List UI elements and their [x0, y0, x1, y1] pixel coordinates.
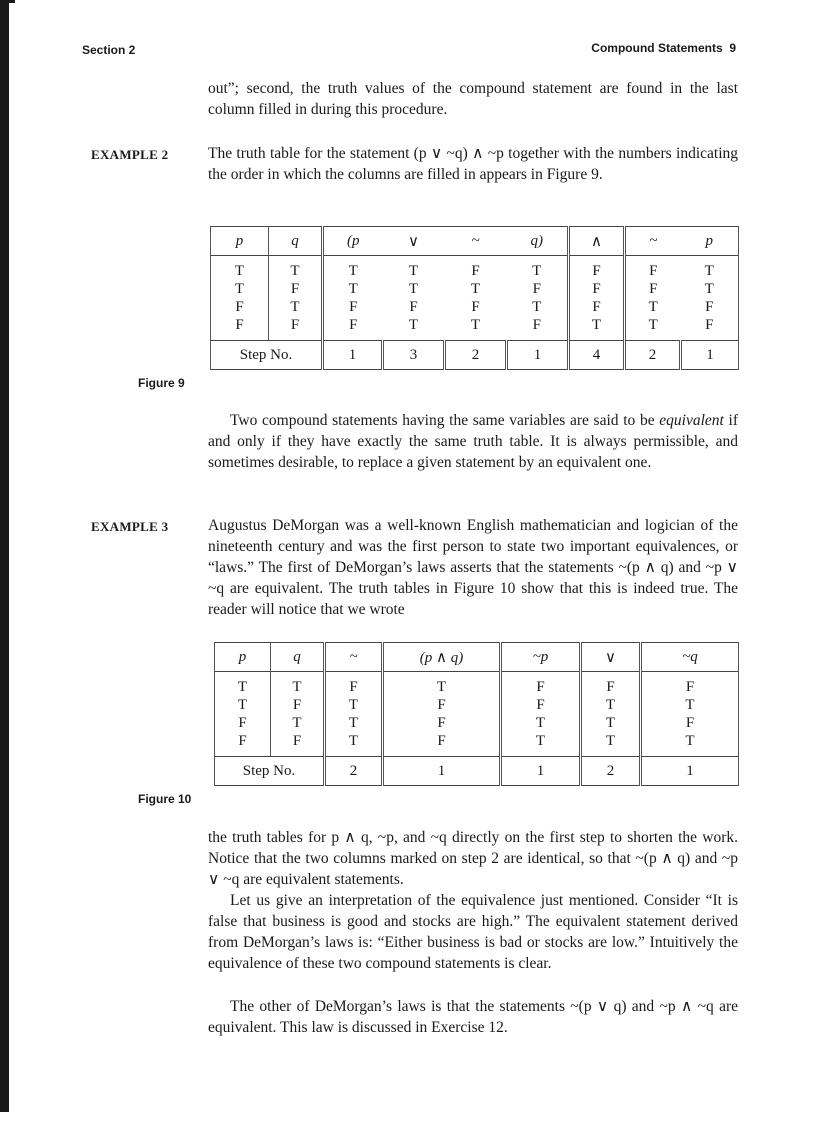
- figure-10-header-row: [215, 643, 739, 672]
- fig10-row: [215, 732, 739, 757]
- fig9-cell: F: [471, 262, 480, 279]
- fig10-cell: T: [641, 732, 739, 757]
- fig9-cell: F: [625, 280, 681, 298]
- equivalence-text-pre: Two compound statements having the same variables are said to be: [230, 412, 660, 429]
- fig9-cell: T: [323, 280, 383, 298]
- fig9-step-4: 1: [507, 341, 569, 370]
- fig9-step-1: 1: [323, 341, 383, 370]
- running-head-title-text: Compound Statements: [591, 41, 723, 55]
- fig9-step-2: 3: [383, 341, 445, 370]
- fig9-cell: T: [323, 256, 383, 281]
- fig9-cell: F: [323, 298, 383, 316]
- fig10-cell: F: [271, 732, 325, 757]
- fig9-cell: T: [470, 280, 481, 297]
- equivalence-definition: [208, 410, 738, 473]
- fig10-cell: F: [641, 714, 739, 732]
- fig9-header-p-2: p: [681, 227, 739, 256]
- fig9-step-label: Step No.: [211, 341, 323, 370]
- fig9-header-p: p: [211, 227, 269, 256]
- fig9-row: [211, 280, 739, 298]
- fig9-cell: T: [532, 262, 542, 279]
- fig10-header-p: p: [215, 643, 271, 672]
- fig9-cell: T: [211, 256, 269, 281]
- fig9-cell: T: [269, 256, 323, 281]
- fig10-cell: T: [325, 696, 383, 714]
- fig9-row: [211, 316, 739, 341]
- figure-9-step-row: [211, 341, 739, 370]
- page-binding-tab: [9, 0, 15, 3]
- fig9-cell: F: [625, 256, 681, 281]
- fig9-header-q: q: [269, 227, 323, 256]
- figure-10-step-row: [215, 757, 739, 786]
- page-binding-edge: [0, 0, 9, 1112]
- fig9-cell: T: [681, 280, 739, 298]
- fig10-row: [215, 672, 739, 697]
- fig9-cell: F: [569, 298, 625, 316]
- fig9-cell: T: [269, 298, 323, 316]
- fig10-header-not-q: ~q: [641, 643, 739, 672]
- fig10-step-2: 1: [383, 757, 501, 786]
- fig9-step-7: 1: [681, 341, 739, 370]
- fig10-cell: T: [383, 672, 501, 697]
- fig9-cell: T: [569, 316, 625, 341]
- fig9-cell: F: [681, 316, 739, 341]
- fig9-cell: F: [269, 316, 323, 341]
- example-2-label: EXAMPLE 2: [91, 147, 169, 162]
- figure-9-body: [211, 256, 739, 341]
- fig9-cell: T: [408, 316, 419, 333]
- fig9-header-or: ∨: [408, 233, 419, 250]
- fig10-cell: T: [215, 672, 271, 697]
- fig10-header-not-p: ~p: [501, 643, 581, 672]
- figure-10-truth-table: [214, 642, 739, 786]
- fig9-row: [211, 298, 739, 316]
- page-number: 9: [729, 41, 736, 55]
- fig9-step-6: 2: [625, 341, 681, 370]
- fig10-row: [215, 714, 739, 732]
- fig9-cell: F: [269, 280, 323, 298]
- fig9-cell: F: [323, 316, 383, 341]
- fig10-step-3: 1: [501, 757, 581, 786]
- fig10-cell: F: [501, 672, 581, 697]
- fig10-cell: T: [215, 696, 271, 714]
- fig9-step-3: 2: [445, 341, 507, 370]
- fig10-cell: F: [271, 696, 325, 714]
- fig9-header-not: ~: [471, 232, 480, 249]
- equivalent-term: equivalent: [659, 412, 724, 429]
- fig10-cell: T: [325, 732, 383, 757]
- figure-10-label: Figure 10: [138, 792, 192, 806]
- fig9-row: [211, 256, 739, 281]
- fig10-cell: F: [383, 714, 501, 732]
- figure-9-truth-table: [210, 226, 739, 370]
- fig9-cell: F: [211, 316, 269, 341]
- fig10-cell: T: [641, 696, 739, 714]
- fig9-cell: T: [681, 256, 739, 281]
- fig10-row: [215, 696, 739, 714]
- fig10-cell: F: [215, 714, 271, 732]
- fig10-cell: F: [325, 672, 383, 697]
- fig10-step-5: 1: [641, 757, 739, 786]
- fig9-cell: T: [470, 316, 481, 333]
- fig9-cell: T: [211, 280, 269, 298]
- fig9-cell: T: [625, 316, 681, 341]
- fig10-step-4: 2: [581, 757, 641, 786]
- example-2-text: The truth table for the statement (p ∨ ~q) ∧ ~p together with the numbers indicating the order in which the columns are filled in appears in Figure 9.: [208, 145, 738, 183]
- fig10-cell: F: [501, 696, 581, 714]
- example-3-text: Augustus DeMorgan was a well-known English mathematician and logician of the nineteenth century and was the first person to state two important equivalences, or “laws.” The first of DeMorgan’s laws asserts that the statements ~(p ∧ q) and ~p ∨ ~q are equivalent. The truth tables in Figure 10 show that this is indeed true. The reader will notice that we wrote: [208, 517, 738, 618]
- fig9-header-not-2: ~: [625, 227, 681, 256]
- fig10-cell: F: [383, 732, 501, 757]
- fig10-header-p-and-q: (p ∧ q): [383, 643, 501, 672]
- fig10-step-1: 2: [325, 757, 383, 786]
- fig10-cell: T: [271, 672, 325, 697]
- fig9-cell: F: [532, 316, 541, 333]
- fig9-cell: F: [569, 280, 625, 298]
- fig10-cell: F: [383, 696, 501, 714]
- figure-9-header-row: [211, 227, 739, 256]
- fig10-cell: F: [215, 732, 271, 757]
- fig10-cell: T: [501, 714, 581, 732]
- fig9-cell: F: [569, 256, 625, 281]
- fig10-step-label: Step No.: [215, 757, 325, 786]
- fig9-cell: T: [408, 262, 419, 279]
- fig10-cell: F: [641, 672, 739, 697]
- fig9-cell: T: [625, 298, 681, 316]
- fig9-cell: F: [681, 298, 739, 316]
- fig9-header-and: ∧: [569, 227, 625, 256]
- fig10-header-q: q: [271, 643, 325, 672]
- fig10-cell: T: [581, 732, 641, 757]
- fig10-cell: T: [581, 696, 641, 714]
- paragraph-continued: out”; second, the truth values of the compound statement are found in the last column filled in during this procedure.: [208, 80, 738, 118]
- fig9-header-open-p: (p: [323, 227, 383, 256]
- fig10-cell: T: [581, 714, 641, 732]
- running-head-title: [591, 41, 736, 55]
- fig9-cell: T: [532, 298, 542, 315]
- paragraph-first-step: the truth tables for p ∧ q, ~p, and ~q directly on the first step to shorten the work. Notice that the two columns marked on step 2 are identical, so that ~(p ∧ q) and ~p ∨ ~q are equivalent statements.: [208, 829, 738, 888]
- fig9-header-q-close: q): [530, 232, 543, 249]
- running-head-section: Section 2: [82, 43, 136, 57]
- fig10-cell: T: [271, 714, 325, 732]
- fig10-cell: F: [581, 672, 641, 697]
- fig9-cell: F: [409, 298, 418, 315]
- figure-9-label: Figure 9: [138, 376, 185, 390]
- fig9-step-5: 4: [569, 341, 625, 370]
- fig9-cell: F: [211, 298, 269, 316]
- equivalence-text-post: if and only if they have exactly the same truth table. It is always permissible, and sometimes desirable, to replace a given statement by an equivalent one.: [208, 412, 739, 471]
- fig9-cell: T: [408, 280, 419, 297]
- fig10-header-not: ~: [325, 643, 383, 672]
- paragraph-second-law: The other of DeMorgan’s laws is that the statements ~(p ∨ q) and ~p ∧ ~q are equivalent. This law is discussed in Exercise 12.: [208, 998, 738, 1036]
- figure-10-body: [215, 672, 739, 757]
- fig9-cell: F: [532, 280, 541, 297]
- fig9-cell: F: [471, 298, 480, 315]
- paragraph-interpretation: Let us give an interpretation of the equivalence just mentioned. Consider “It is false that business is good and stocks are high.” The equivalent statement derived from DeMorgan’s laws is: “Either business is bad or stocks are low.” Intuitively the equivalence of these two compound statements is clear.: [208, 892, 738, 972]
- fig10-cell: T: [501, 732, 581, 757]
- fig10-cell: T: [325, 714, 383, 732]
- fig10-header-or: ∨: [581, 643, 641, 672]
- example-3-label: EXAMPLE 3: [91, 519, 169, 534]
